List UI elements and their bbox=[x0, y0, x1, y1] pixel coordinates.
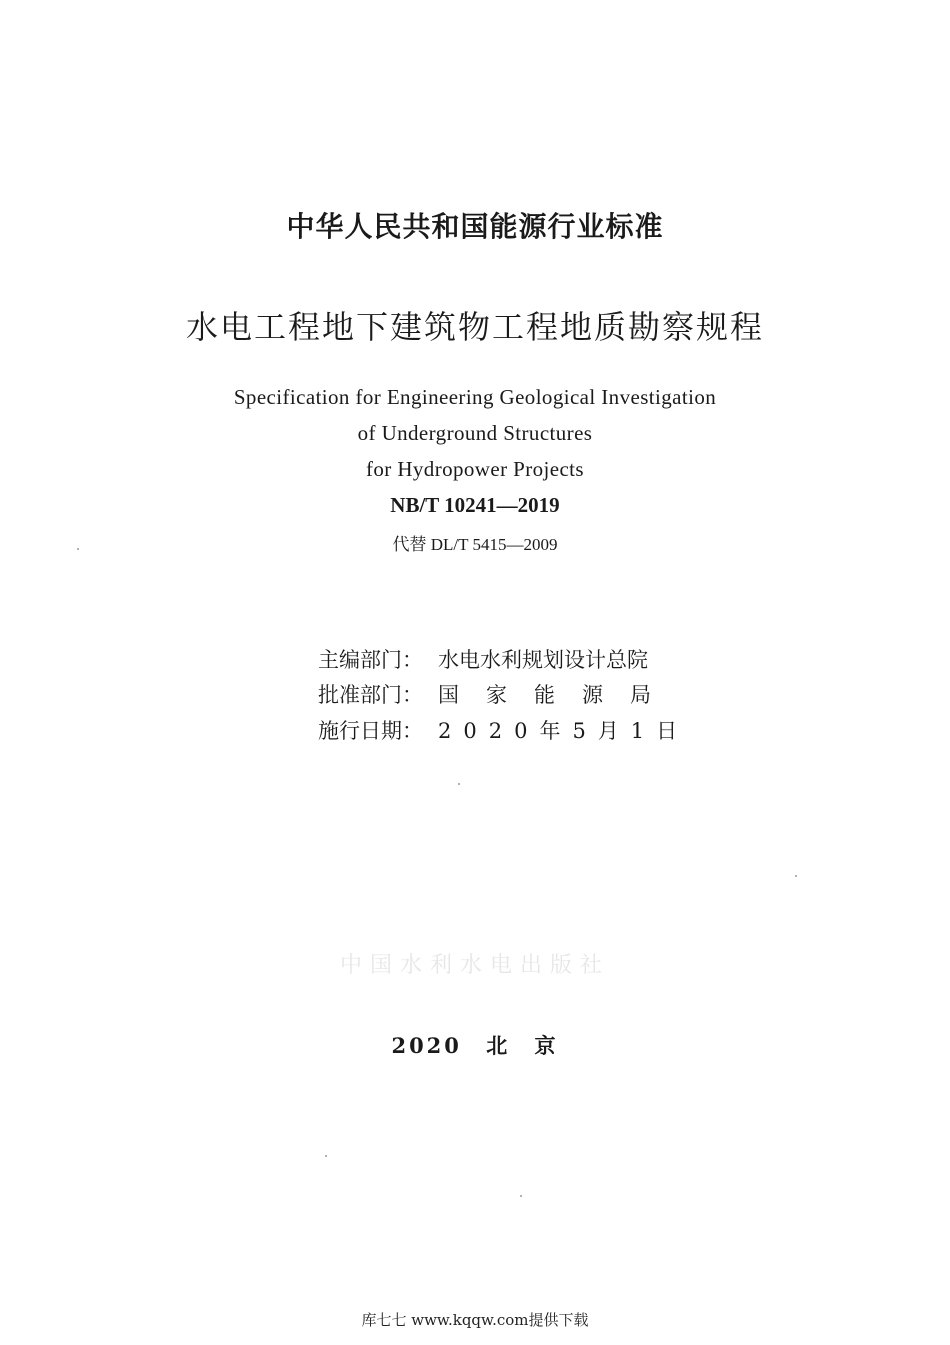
info-value-editor: 水电水利规划设计总院 bbox=[438, 648, 648, 672]
scan-speck bbox=[77, 548, 79, 550]
standard-category: 中华人民共和国能源行业标准 bbox=[286, 210, 664, 243]
info-row-approver bbox=[318, 679, 678, 709]
info-label-editor: 主编部门： bbox=[318, 648, 423, 672]
imprint-year-place: 2020 北 京 bbox=[391, 1033, 559, 1058]
info-value-effective-date: 2020年5月1日 bbox=[438, 719, 690, 743]
info-row-effective-date bbox=[318, 715, 689, 745]
document-title-en-line-1: Specification for Engineering Geological Investigation bbox=[233, 385, 717, 409]
replaces-standard: 代替 DL/T 5415—2009 bbox=[392, 535, 558, 554]
download-source-footer: 库七七 www.kqqw.com提供下载 bbox=[361, 1311, 589, 1329]
scan-speck bbox=[520, 1195, 522, 1197]
document-title-en-line-3: for Hydropower Projects bbox=[366, 457, 584, 481]
scan-speck bbox=[458, 783, 460, 785]
info-value-approver: 国家能源局 bbox=[438, 683, 678, 707]
scan-speck bbox=[795, 875, 797, 877]
info-label-approver: 批准部门： bbox=[318, 683, 423, 707]
document-title-cn: 水电工程地下建筑物工程地质勘察规程 bbox=[185, 308, 764, 346]
scan-speck bbox=[325, 1155, 327, 1157]
info-label-effective-date: 施行日期： bbox=[318, 719, 423, 743]
info-row-editor bbox=[318, 644, 648, 674]
standard-code: NB/T 10241—2019 bbox=[390, 493, 560, 517]
document-title-en-line-2: of Underground Structures bbox=[357, 421, 593, 445]
publisher-watermark: 中国水利水电出版社 bbox=[339, 953, 610, 978]
